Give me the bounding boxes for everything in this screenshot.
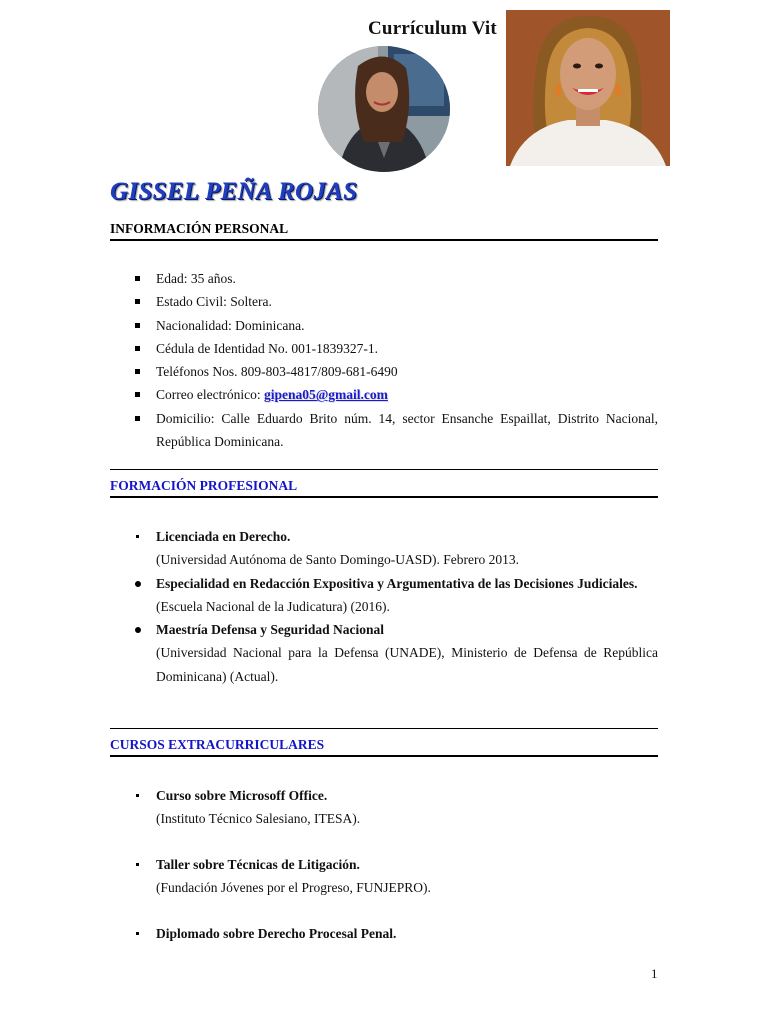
course-detail: (Fundación Jóvenes por el Progreso, FUNJEPRO). xyxy=(156,880,431,896)
personal-info-list xyxy=(110,267,658,453)
course-detail: (Instituto Técnico Salesiano, ITESA). xyxy=(156,811,361,827)
email-link[interactable]: gipena05@gmail.com xyxy=(263,387,388,403)
education-title: Maestría Defensa y Seguridad Nacional xyxy=(156,622,384,638)
list-item: Estado Civil: Soltera. xyxy=(156,294,272,310)
list-item: Nacionalidad: Dominicana. xyxy=(156,317,305,333)
education-list xyxy=(110,525,658,688)
courses-list-3 xyxy=(110,922,658,945)
education-detail: (Universidad Nacional para la Defensa (UNADE), Ministerio de Defensa de República Dominicana) (Actual). xyxy=(156,645,658,684)
profile-photo xyxy=(506,10,670,166)
section-heading-courses: CURSOS EXTRACURRICULARES xyxy=(110,737,658,757)
list-item: Cédula de Identidad No. 001-1839327-1. xyxy=(156,340,378,356)
list-item: Edad: 35 años. xyxy=(156,271,236,286)
list-item xyxy=(110,572,658,619)
list-item: Teléfonos Nos. 809-803-4817/809-681-6490 xyxy=(156,364,398,380)
section-heading-education: FORMACIÓN PROFESIONAL xyxy=(110,478,658,498)
course-title: Diplomado sobre Derecho Procesal Penal. xyxy=(156,926,397,941)
education-title: Especialidad en Redacción Expositiva y Argumentativa de las Decisiones Judiciales. xyxy=(156,575,638,591)
education-detail: (Universidad Autónoma de Santo Domingo-UASD). Febrero 2013. xyxy=(156,552,519,568)
section-heading-personal: INFORMACIÓN PERSONAL xyxy=(110,221,658,241)
courses-list-2 xyxy=(110,853,658,900)
list-item xyxy=(110,853,658,900)
page-number: 1 xyxy=(651,966,658,981)
divider xyxy=(110,469,658,470)
list-item: Correo electrónico: gipena05@gmail.com xyxy=(156,387,388,403)
education-title: Licenciada en Derecho. xyxy=(156,529,291,544)
profile-photo-circle-image xyxy=(318,46,450,172)
document-title: Currículum Vit xyxy=(368,18,497,39)
list-item xyxy=(110,525,658,572)
course-title: Curso sobre Microsoff Office. xyxy=(156,788,328,803)
list-item xyxy=(110,618,658,688)
list-item xyxy=(110,784,658,831)
course-title: Taller sobre Técnicas de Litigación. xyxy=(156,857,360,872)
list-item xyxy=(110,922,658,945)
list-item: Domicilio: Calle Eduardo Brito núm. 14, sector Ensanche Espaillat, Distrito Nacional, República Dominicana. xyxy=(156,410,658,450)
candidate-name: GISSEL PEÑA ROJAS xyxy=(110,178,358,205)
courses-list xyxy=(110,784,658,831)
profile-photo-circle xyxy=(318,46,450,172)
divider xyxy=(110,728,658,729)
education-detail: (Escuela Nacional de la Judicatura) (2016). xyxy=(156,598,390,614)
profile-photo-image xyxy=(506,10,670,166)
